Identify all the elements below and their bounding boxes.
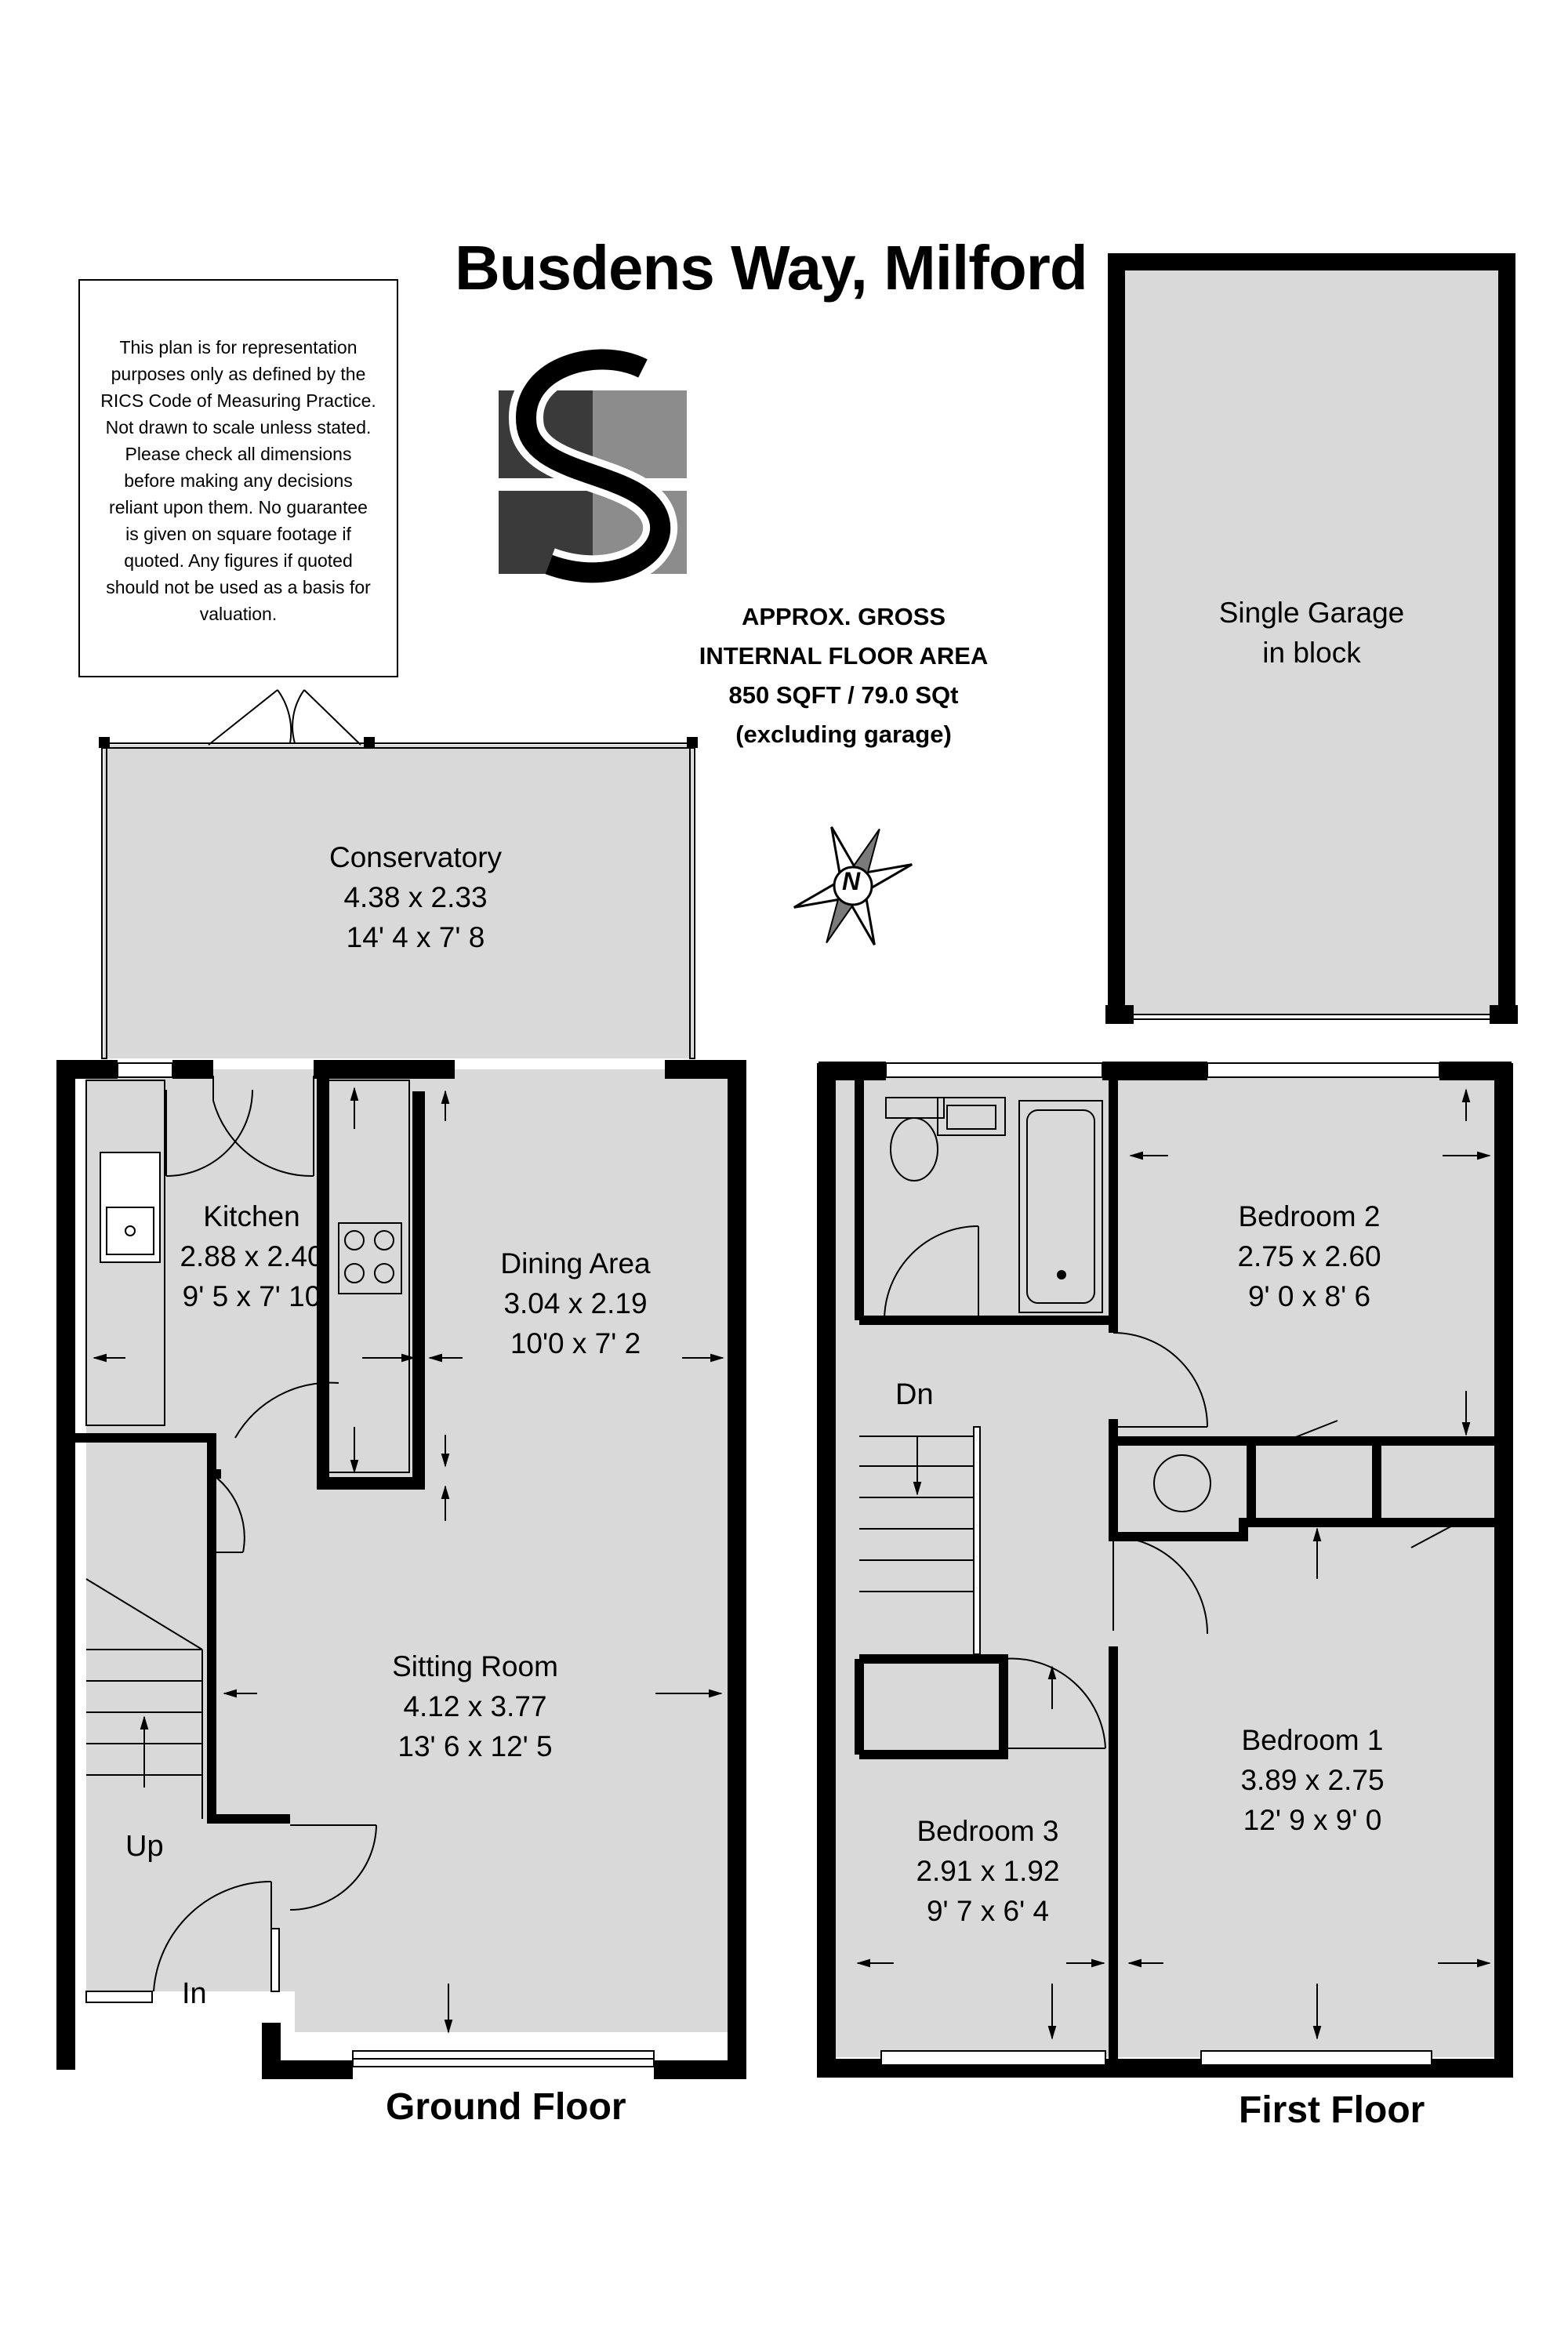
ground-floor-title: Ground Floor (386, 2086, 626, 2128)
conservatory-metric: 4.38 x 2.33 (343, 881, 488, 913)
bedroom-1-metric: 3.89 x 2.75 (1240, 1764, 1385, 1796)
dining-area-metric: 3.04 x 2.19 (503, 1287, 648, 1319)
floor-area-line4: (excluding garage) (735, 720, 952, 748)
compass-north-label: N (842, 867, 861, 895)
kitchen-imperial: 9' 5 x 7' 10 (182, 1280, 321, 1312)
sitting-room-name: Sitting Room (392, 1650, 558, 1682)
floor-area-line3: 850 SQFT / 79.0 SQt (728, 681, 959, 709)
dining-area-imperial: 10'0 x 7' 2 (510, 1327, 641, 1359)
bedroom-2-metric: 2.75 x 2.60 (1237, 1240, 1381, 1272)
bedroom-2-imperial: 9' 0 x 8' 6 (1247, 1280, 1371, 1312)
conservatory-name: Conservatory (328, 841, 503, 873)
floor-area-line2: INTERNAL FLOOR AREA (699, 642, 989, 670)
first-floor-title: First Floor (1239, 2089, 1425, 2131)
plan-title: Busdens Way, Milford (455, 233, 1087, 303)
sitting-room-label (358, 1646, 593, 1766)
sitting-room-imperial: 13' 6 x 12' 5 (397, 1730, 553, 1762)
company-logo (499, 360, 687, 574)
garage-label (1160, 593, 1463, 673)
bedroom-2-name: Bedroom 2 (1238, 1200, 1381, 1232)
kitchen-metric: 2.88 x 2.40 (180, 1240, 324, 1272)
floor-area-block (679, 597, 1008, 754)
bedroom-3-label (870, 1811, 1105, 1931)
bedroom-3-imperial: 9' 7 x 6' 4 (926, 1895, 1050, 1927)
kitchen-name: Kitchen (203, 1200, 300, 1232)
dining-area-label (458, 1243, 693, 1363)
stairs-up-label: Up (125, 1830, 164, 1863)
conservatory-imperial: 14' 4 x 7' 8 (346, 921, 485, 953)
bedroom-3-name: Bedroom 3 (916, 1815, 1059, 1847)
sitting-room-metric: 4.12 x 3.77 (403, 1690, 547, 1722)
floor-area-line1: APPROX. GROSS (741, 603, 946, 630)
bedroom-1-imperial: 12' 9 x 9' 0 (1243, 1804, 1382, 1836)
bedroom-1-label (1195, 1720, 1430, 1840)
garage-label-line2: in block (1262, 637, 1361, 669)
bedroom-3-metric: 2.91 x 1.92 (916, 1855, 1060, 1887)
garage-label-line1: Single Garage (1218, 597, 1405, 629)
conservatory-label (259, 837, 572, 957)
bedroom-1-name: Bedroom 1 (1241, 1724, 1384, 1756)
bedroom-2-label (1192, 1196, 1427, 1316)
stairs-down-label: Dn (895, 1378, 934, 1411)
entrance-label: In (182, 1977, 207, 2010)
disclaimer-text: This plan is for representation purposes only as defined by the RICS Code of Measuring Practice. Not drawn to scale unless stated. Please check all dimensions before making any decisions reliant upon them. No guarantee is given on square footage if quoted. Any figures if quoted should not be used as a basis for valuation. (78, 279, 398, 677)
dining-area-name: Dining Area (500, 1247, 651, 1279)
kitchen-label (154, 1196, 350, 1316)
